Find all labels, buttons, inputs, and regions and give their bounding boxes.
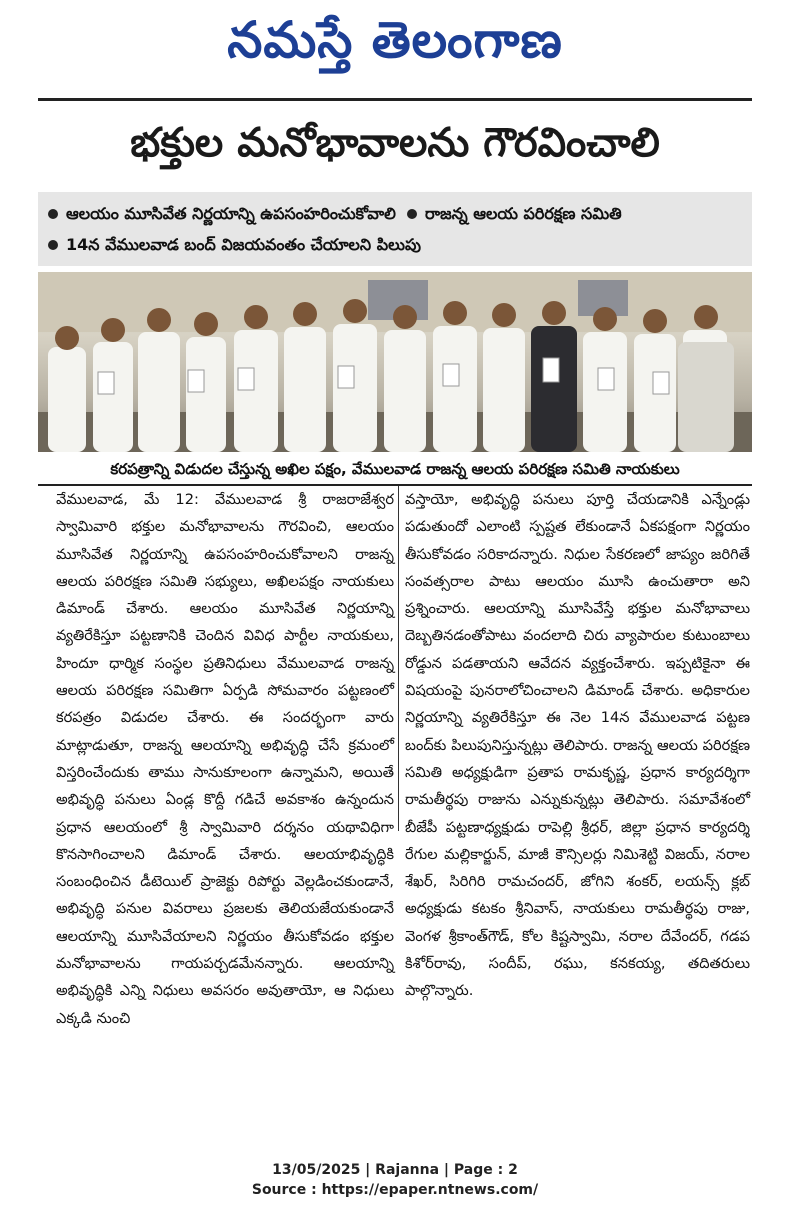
bullet-icon	[48, 240, 58, 250]
group-photo-illustration	[38, 272, 752, 452]
footer-source: Source : https://epaper.ntnews.com/	[251, 1182, 539, 1198]
summary-line	[48, 229, 742, 260]
photo-caption: కరపత్రాన్ని విడుదల చేస్తున్న అఖిల పక్షం, వేములవాడ రాజన్న ఆలయ పరిరక్షణ సమితి నాయకులు	[38, 456, 752, 486]
article-headline: భక్తుల మనోభావాలను గౌరవించాలి	[130, 120, 660, 166]
article-summary	[38, 192, 752, 266]
article-photo	[38, 272, 752, 452]
summary-point-3: 14న వేములవాడ బంద్ విజయవంతం చేయాలని పిలుపు	[66, 235, 421, 254]
bullet-icon	[48, 209, 58, 219]
summary-point-2: రాజన్న ఆలయ పరిరక్షణ సమితి	[425, 204, 622, 223]
article-column-2	[405, 486, 750, 1000]
column-divider	[398, 486, 399, 831]
article-body-text: వస్తాయో, అభివృద్ధి పనులు పూర్తి చేయడానికి ఎన్నేండ్లు పడుతుందో ఎలాంటి స్పష్టత లేకుండానే ఏకపక్షంగా నిర్ణయం తీసుకోవడం సరికాదన్నారు. నిధుల సేకరణలో జాప్యం జరిగితే సంవత్సరాల పాటు ఆలయం మూసి ఉంచుతారా అని ప్రశ్నించారు. ఆలయాన్ని మూసివేస్తే భక్తుల మనోభావాలు దెబ్బతినడంతోపాటు వందలాది చిరు వ్యాపారుల కుటుంబాలు రోడ్డున పడతాయని ఆవేదన వ్యక్తంచేశారు. ఇప్పటికైనా ఈ విషయంపై పునరాలోచించాలని డిమాండ్ చేశారు. అధికారుల నిర్ణయాన్ని వ్యతిరేకిస్తూ ఈ నెల 14న వేములవాడ పట్టణ బంద్‌కు పిలుపునిస్తున్నట్లు తెలిపారు. రాజన్న ఆలయ పరిరక్షణ సమితి అధ్యక్షుడిగా ప్రతాప రామకృష్ణ, ప్రధాన కార్యదర్శిగా రామతీర్థపు రాజును ఎన్నుకున్నట్లు తెలిపారు. సమావేశంలో బీజేపీ పట్టణాధ్యక్షుడు రాపెల్లి శ్రీధర్, జిల్లా ప్రధాన కార్యదర్శి రేగుల మల్లికార్జున్, మాజీ కౌన్సిలర్లు నిమిశెట్టి విజయ్, నరాల శేఖర్, సిరిగిరి రామచందర్, జోగిని శంకర్, లయన్స్ క్లబ్ అధ్యక్షుడు కటకం శ్రీనివాస్, నాయకులు రామతీర్థపు రాజు, వెంగళ శ్రీకాంత్‌గౌడ్, కోల కిష్టస్వామి, నరాల దేవేందర్, గడప కిశోర్‌రావు, సందీప్, రఘు, కనకయ్య, తదితరులు పాల్గొన్నారు.	[405, 491, 750, 1000]
summary-point-1: ఆలయం మూసివేత నిర్ణయాన్ని ఉపసంహరించుకోవాలి	[66, 204, 396, 223]
article-column-1	[56, 486, 394, 1027]
footer-date-edition: 13/05/2025 | Rajanna | Page : 2	[272, 1162, 518, 1178]
page-footer	[0, 1160, 790, 1200]
newspaper-title: నమస్తే తెలంగాణ	[227, 10, 563, 69]
masthead-divider	[38, 98, 752, 101]
article-body-text: వేములవాడ, మే 12: వేములవాడ శ్రీ రాజరాజేశ్వర స్వామివారి భక్తుల మనోభావాలను గౌరవించి, ఆలయం మూసివేత నిర్ణయాన్ని ఉపసంహరించుకోవాలని రాజన్న ఆలయ పరిరక్షణ సమితి సభ్యులు, అఖిలపక్షం నాయకులు డిమాండ్ చేశారు. ఆలయం మూసివేత నిర్ణయాన్ని వ్యతిరేకిస్తూ పట్టణానికి చెందిన వివిధ పార్టీల నాయకులు, హిందూ ధార్మిక సంస్థల ప్రతినిధులు వేములవాడ రాజన్న ఆలయ పరిరక్షణ సమితిగా ఏర్పడి సోమవారం పట్టణంలో కరపత్రం విడుదల చేశారు. ఈ సందర్భంగా వారు మాట్లాడుతూ, రాజన్న ఆలయాన్ని అభివృద్ధి చేసే క్రమంలో విస్తరించేందుకు తాము సానుకూలంగా ఉన్నామని, అయితే అభివృద్ధి పనులు ఏండ్ల కొద్దీ గడిచే అవకాశం ఉన్నందున ప్రధాన ఆలయంలో శ్రీ స్వామివారి దర్శనం యథావిధిగా కొనసాగించాలని డిమాండ్ చేశారు. ఆలయాభివృద్ధికి సంబంధించిన డీటెయిల్ ప్రాజెక్టు రిపోర్టు వెల్లడించకుండానే, అభివృద్ధి పనుల వివరాలు ప్రజలకు తెలియజేయకుండానే ఆలయాన్ని మూసివేయాలని నిర్ణయం తీసుకోవడం భక్తుల మనోభావాలను గాయపర్చడమేనన్నారు. ఆలయాన్ని అభివృద్ధికి ఎన్ని నిధులు అవసరం అవుతాయో, ఆ నిధులు ఎక్కడి నుంచి	[56, 491, 394, 1027]
bullet-icon	[407, 209, 417, 219]
summary-line	[48, 198, 742, 229]
masthead	[0, 0, 790, 80]
